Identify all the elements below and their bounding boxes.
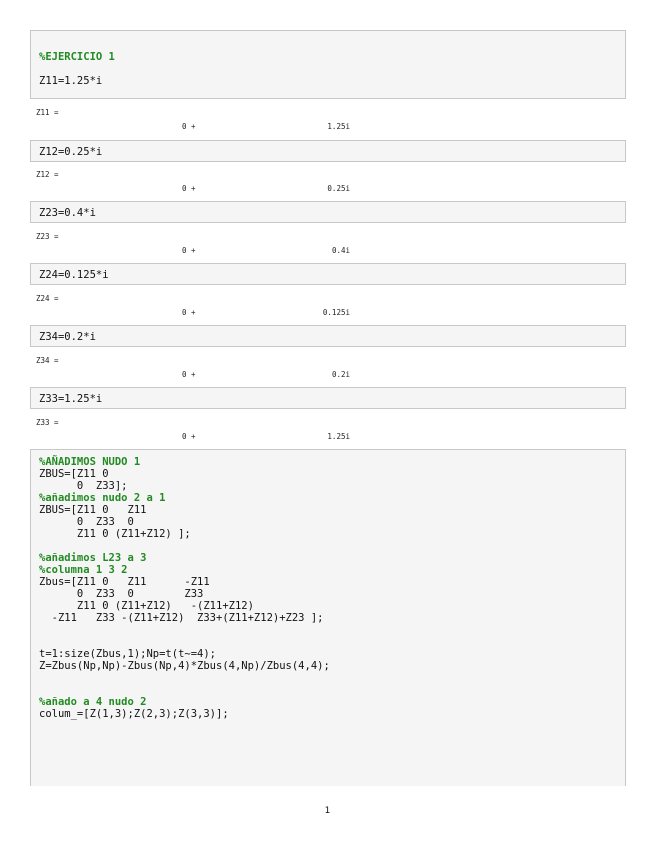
code-line: t=1:size(Zbus,1);Np=t(t~=4); xyxy=(39,648,217,660)
output-z11 xyxy=(30,108,626,138)
output-z33 xyxy=(30,418,626,448)
code-line: Z34=0.2*i xyxy=(39,331,96,343)
output-variable-label: Z11 = xyxy=(36,108,59,117)
output-z12 xyxy=(30,170,626,200)
code-comment-line: %añadimos L23 a 3 xyxy=(39,552,147,564)
output-z34 xyxy=(30,356,626,386)
code-line xyxy=(39,684,617,696)
code-block-z12 xyxy=(30,140,626,162)
code-block-zbus xyxy=(30,449,626,786)
output-real-part: 0 + xyxy=(182,432,196,441)
output-imag-part: 1.25i xyxy=(327,122,350,131)
code-block-z24 xyxy=(30,263,626,285)
output-imag-part: 1.25i xyxy=(327,432,350,441)
output-variable-label: Z12 = xyxy=(36,170,59,179)
output-variable-label: Z33 = xyxy=(36,418,59,427)
output-imag-part: 0.25i xyxy=(327,184,350,193)
code-line: colum_=[Z(1,3);Z(2,3);Z(3,3)]; xyxy=(39,708,229,720)
output-z24 xyxy=(30,294,626,324)
code-comment-line: %añadimos nudo 2 a 1 xyxy=(39,492,166,504)
code-line: Z12=0.25*i xyxy=(39,146,103,158)
page-number: 1 xyxy=(324,806,331,816)
code-line: Z11 0 (Z11+Z12) ]; xyxy=(39,528,191,540)
output-real-part: 0 + xyxy=(182,370,196,379)
code-line: Zbus=[Z11 0 Z11 -Z11 xyxy=(39,576,210,588)
code-line xyxy=(39,63,617,75)
code-line: 0 Z33]; xyxy=(39,480,128,492)
code-comment-line: %AÑADIMOS NUDO 1 xyxy=(39,456,141,468)
output-imag-part: 0.2i xyxy=(331,370,350,379)
output-imag-part: 0.125i xyxy=(322,308,350,317)
code-block-z34 xyxy=(30,325,626,347)
code-line: Z=Zbus(Np,Np)-Zbus(Np,4)*Zbus(4,Np)/Zbus(4,4); xyxy=(39,660,330,672)
output-variable-label: Z23 = xyxy=(36,232,59,241)
code-line xyxy=(39,636,617,648)
code-line: 0 Z33 0 xyxy=(39,516,134,528)
output-variable-label: Z34 = xyxy=(36,356,59,365)
output-real-part: 0 + xyxy=(182,308,196,317)
output-real-part: 0 + xyxy=(182,122,196,131)
code-block-z23 xyxy=(30,201,626,223)
code-line xyxy=(39,672,617,684)
code-line: Z33=1.25*i xyxy=(39,393,103,405)
code-line: 0 Z33 0 Z33 xyxy=(39,588,204,600)
output-real-part: 0 + xyxy=(182,184,196,193)
code-line xyxy=(39,624,617,636)
code-comment-line: %columna 1 3 2 xyxy=(39,564,128,576)
code-line xyxy=(39,540,617,552)
code-line: Z11=1.25*i xyxy=(39,75,103,87)
output-imag-part: 0.4i xyxy=(331,246,350,255)
output-real-part: 0 + xyxy=(182,246,196,255)
output-variable-label: Z24 = xyxy=(36,294,59,303)
code-comment-line: %EJERCICIO 1 xyxy=(39,51,115,63)
code-line: ZBUS=[Z11 0 xyxy=(39,468,109,480)
code-line: Z11 0 (Z11+Z12) -(Z11+Z12) xyxy=(39,600,254,612)
code-line: -Z11 Z33 -(Z11+Z12) Z33+(Z11+Z12)+Z23 ]; xyxy=(39,612,324,624)
code-line: Z23=0.4*i xyxy=(39,207,96,219)
code-comment-line: %añado a 4 nudo 2 xyxy=(39,696,147,708)
code-block-ejercicio-1 xyxy=(30,30,626,99)
code-line: Z24=0.125*i xyxy=(39,269,109,281)
output-z23 xyxy=(30,232,626,262)
code-line: ZBUS=[Z11 0 Z11 xyxy=(39,504,147,516)
code-block-z33 xyxy=(30,387,626,409)
